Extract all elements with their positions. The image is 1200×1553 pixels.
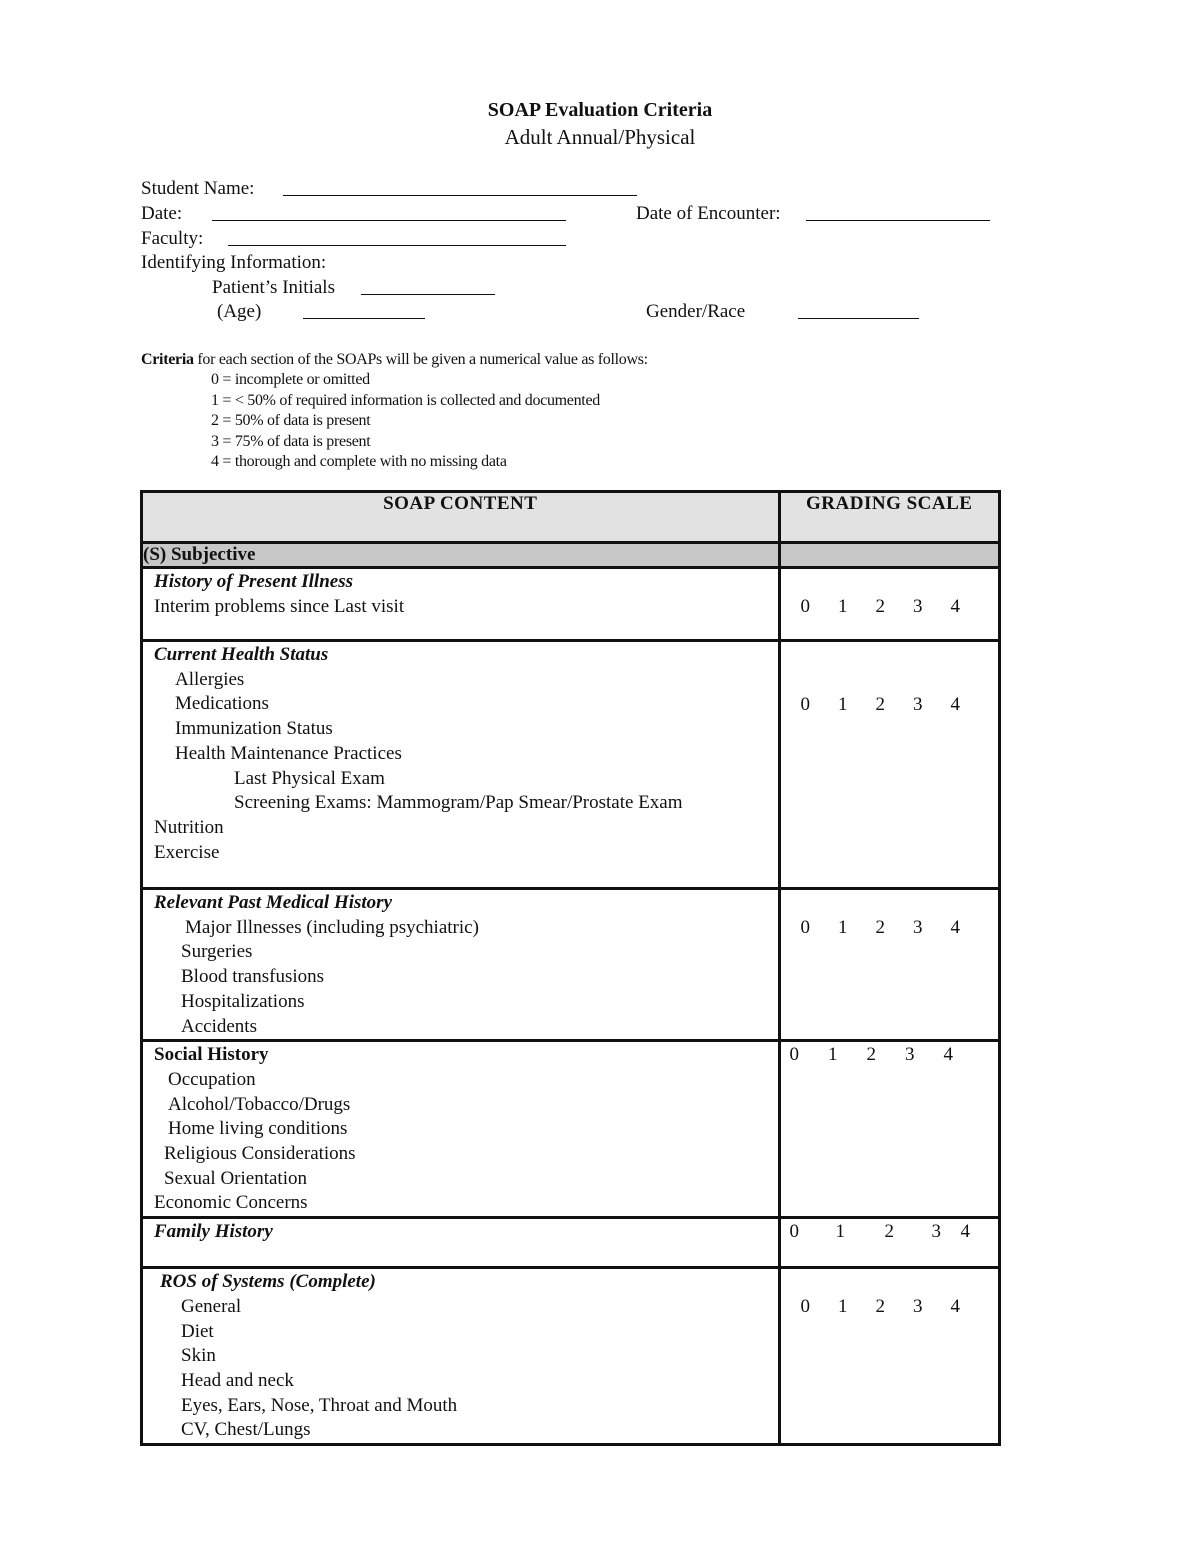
grading-scale: [781, 1042, 999, 1068]
row-item: General: [181, 1295, 242, 1317]
table-row-social: [142, 1041, 1000, 1218]
content-cell: [142, 568, 780, 641]
grade-option[interactable]: 3: [931, 1221, 941, 1243]
criteria-intro: [141, 351, 648, 369]
grade-option[interactable]: 4: [950, 596, 960, 617]
row-item: Skin: [181, 1345, 216, 1367]
grade-option[interactable]: 4: [950, 917, 960, 938]
table-row-past-medical: [142, 889, 1000, 1041]
table-row-current-health: [142, 641, 1000, 889]
grade-option[interactable]: 1: [838, 596, 848, 617]
grading-scale: [781, 1219, 999, 1245]
grading-scale: [781, 642, 999, 718]
grade-option[interactable]: 4: [960, 1221, 970, 1243]
patient-initials-label: Patient’s Initials: [212, 277, 335, 298]
grade-option[interactable]: 1: [828, 1044, 838, 1066]
grade-option[interactable]: 3: [913, 1296, 923, 1318]
date-of-encounter-field[interactable]: [806, 220, 990, 221]
content-cell: [142, 889, 780, 1041]
row-heading: Family History: [154, 1221, 273, 1243]
criteria-lead: Criteria: [141, 351, 194, 368]
row-heading: Social History: [154, 1044, 269, 1066]
soap-table: [140, 490, 1001, 1446]
grade-option[interactable]: 0: [789, 1044, 799, 1066]
grade-option[interactable]: 0: [800, 917, 810, 938]
row-item: Hospitalizations: [181, 990, 305, 1012]
row-sub-item: Screening Exams: Mammogram/Pap Smear/Prostate Exam: [234, 792, 683, 814]
section-grading-empty: [779, 543, 1000, 568]
row-item: Home living conditions: [168, 1118, 348, 1140]
row-item: Accidents: [181, 1015, 257, 1037]
criteria-item: 2 = 50% of data is present: [211, 412, 371, 429]
criteria-item: 0 = incomplete or omitted: [211, 371, 370, 388]
row-item: Eyes, Ears, Nose, Throat and Mouth: [181, 1394, 458, 1416]
criteria-item: 1 = < 50% of required information is collected and documented: [211, 392, 600, 409]
gender-race-field[interactable]: [798, 318, 919, 319]
row-item: Occupation: [168, 1068, 256, 1090]
grade-option[interactable]: 0: [800, 596, 810, 617]
criteria-item: 4 = thorough and complete with no missing data: [211, 453, 507, 470]
row-item: Blood transfusions: [181, 966, 325, 988]
grade-option[interactable]: 2: [866, 1044, 876, 1066]
grade-option[interactable]: 3: [913, 917, 923, 938]
row-heading: Current Health Status: [154, 644, 329, 665]
faculty-label: Faculty:: [141, 228, 204, 249]
date-label: Date:: [141, 203, 183, 224]
grading-scale: [781, 569, 999, 620]
row-heading: History of Present Illness: [154, 571, 353, 592]
patient-initials-field[interactable]: [361, 294, 495, 295]
content-cell: [142, 641, 780, 889]
grade-option[interactable]: 2: [875, 917, 885, 938]
row-item: Health Maintenance Practices: [175, 742, 402, 764]
grade-option[interactable]: 2: [884, 1221, 894, 1243]
grade-option[interactable]: 3: [905, 1044, 915, 1066]
row-heading: Relevant Past Medical History: [154, 892, 393, 913]
criteria-lead-rest: for each section of the SOAPs will be given a numerical value as follows:: [193, 351, 648, 368]
student-name-label: Student Name:: [141, 178, 255, 199]
grading-scale: [781, 1269, 999, 1320]
age-field[interactable]: [303, 318, 425, 319]
table-header-row: [142, 492, 1000, 543]
grade-option[interactable]: 0: [800, 694, 810, 715]
row-item: Allergies: [175, 668, 245, 690]
col-header-content: SOAP CONTENT: [142, 492, 780, 543]
grade-option[interactable]: 4: [950, 694, 960, 715]
row-item: Alcohol/Tobacco/Drugs: [168, 1093, 351, 1115]
gender-race-label: Gender/Race: [646, 301, 746, 322]
grade-option[interactable]: 4: [950, 1296, 960, 1318]
date-of-encounter-label: Date of Encounter:: [636, 203, 781, 224]
content-cell: [142, 1268, 780, 1445]
grade-option[interactable]: 1: [838, 1296, 848, 1318]
row-item: Diet: [181, 1320, 214, 1342]
grade-option[interactable]: 1: [838, 694, 848, 715]
row-item: Interim problems since Last visit: [154, 595, 405, 617]
document-title: SOAP Evaluation Criteria: [487, 99, 713, 121]
student-name-field[interactable]: [283, 195, 637, 196]
section-title-subjective: (S) Subjective: [142, 543, 780, 568]
row-item: Religious Considerations: [164, 1143, 356, 1165]
row-item: Major Illnesses (including psychiatric): [185, 916, 479, 938]
row-item: Exercise: [154, 841, 220, 863]
grade-option[interactable]: 1: [838, 917, 848, 938]
table-row-ros: [142, 1268, 1000, 1445]
row-item: Surgeries: [181, 941, 253, 963]
age-label: (Age): [217, 301, 262, 322]
grade-option[interactable]: 2: [875, 1296, 885, 1318]
faculty-field[interactable]: [228, 245, 566, 246]
identifying-information-label: Identifying Information:: [141, 252, 327, 273]
grade-option[interactable]: 4: [943, 1044, 953, 1066]
table-row-family: [142, 1218, 1000, 1268]
grade-option[interactable]: 3: [913, 694, 923, 715]
grade-option[interactable]: 1: [835, 1221, 845, 1243]
grade-option[interactable]: 0: [800, 1296, 810, 1318]
grading-cell: [779, 1268, 1000, 1445]
row-item: Economic Concerns: [154, 1192, 308, 1214]
row-item: Immunization Status: [175, 718, 333, 740]
document-subtitle: Adult Annual/Physical: [504, 125, 696, 149]
row-item: CV, Chest/Lungs: [181, 1419, 311, 1441]
grade-option[interactable]: 3: [913, 596, 923, 617]
grade-option[interactable]: 2: [875, 596, 885, 617]
table-row-hpi: [142, 568, 1000, 641]
grading-cell: [779, 641, 1000, 889]
grading-cell: [779, 1218, 1000, 1268]
row-item: Nutrition: [154, 816, 224, 838]
grade-option[interactable]: 0: [789, 1221, 799, 1243]
row-item: Medications: [175, 693, 269, 715]
grading-cell: [779, 889, 1000, 1041]
date-field[interactable]: [212, 220, 566, 221]
grading-scale: [781, 890, 999, 941]
content-cell: [142, 1218, 780, 1268]
row-sub-item: Last Physical Exam: [234, 767, 385, 789]
row-heading: ROS of Systems (Complete): [160, 1271, 376, 1293]
row-item: Head and neck: [181, 1369, 294, 1391]
col-header-grading: GRADING SCALE: [779, 492, 1000, 543]
grading-cell: [779, 1041, 1000, 1218]
section-row-subjective: [142, 543, 1000, 568]
criteria-item: 3 = 75% of data is present: [211, 433, 371, 450]
grading-cell: [779, 568, 1000, 641]
row-item: Sexual Orientation: [164, 1167, 307, 1189]
grade-option[interactable]: 2: [875, 694, 885, 715]
content-cell: [142, 1041, 780, 1218]
